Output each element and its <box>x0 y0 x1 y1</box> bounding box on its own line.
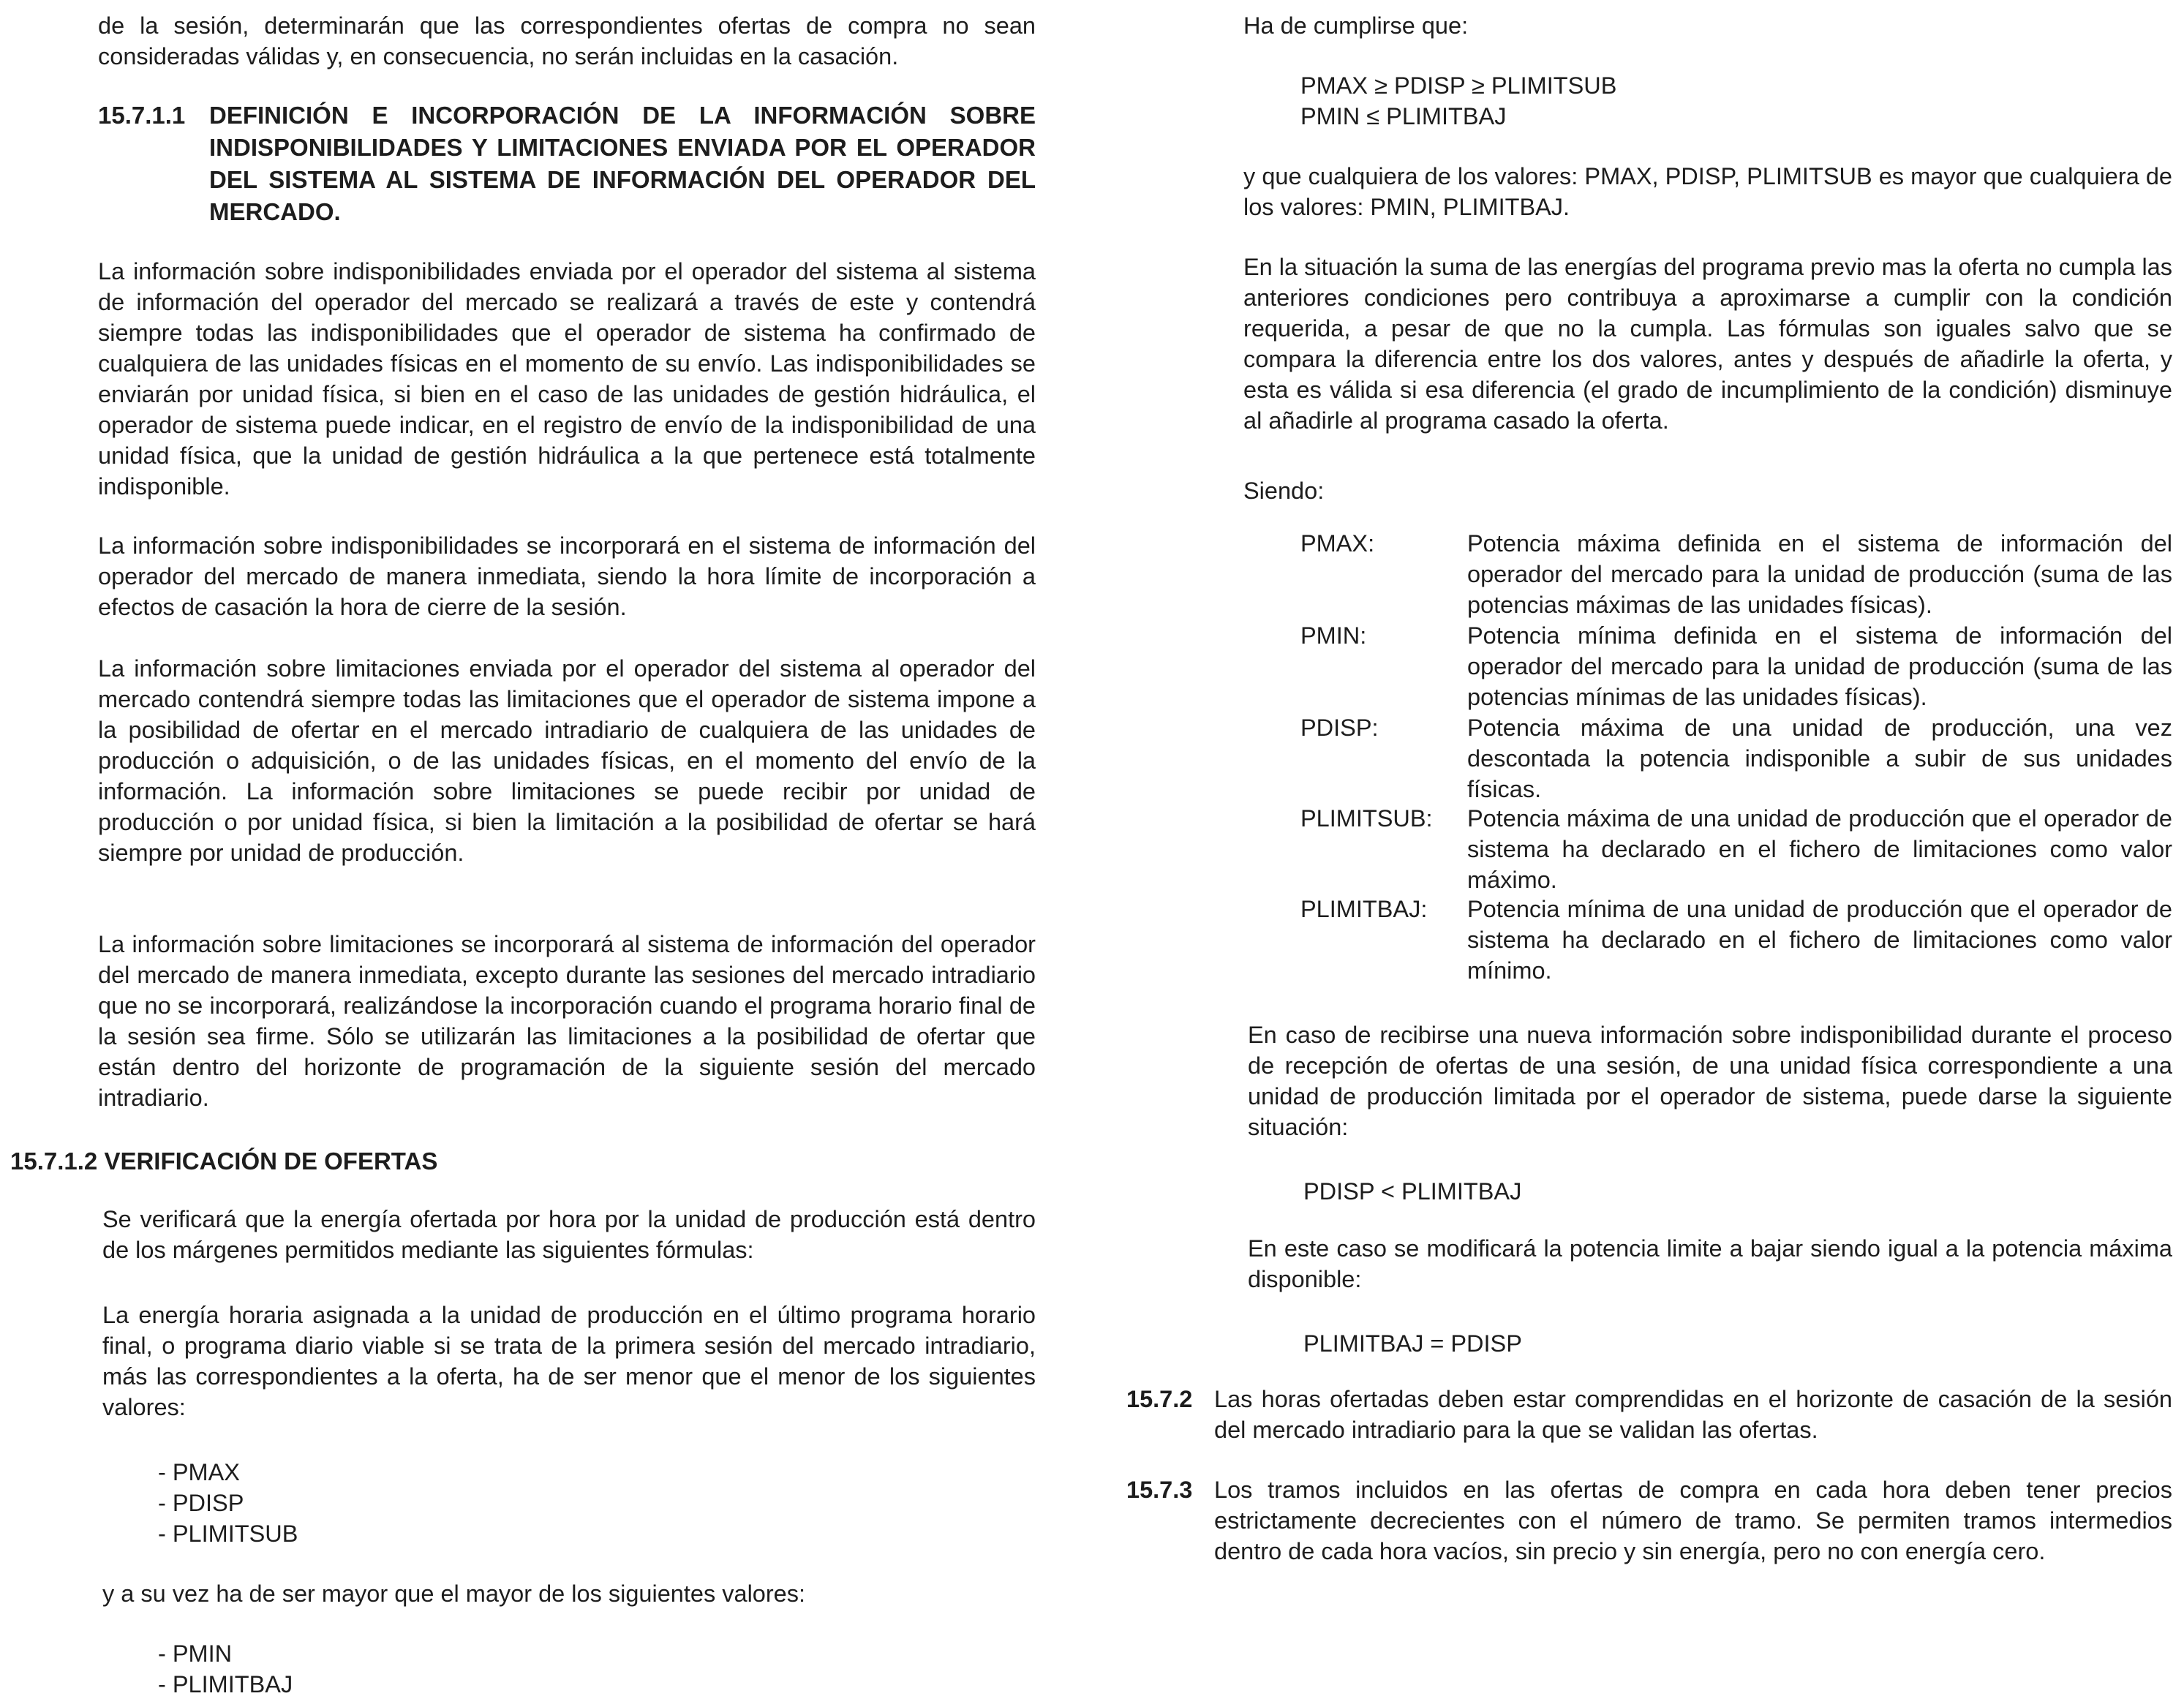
paragraph-indisponibilidades-envio: La información sobre indisponibilidades enviada por el operador del sistema al sistema de información del operador del mercado se realizará a través de este y contendrá siempre todas las indisponibilidades que el operador de sistema ha confirmado de cualquiera de las unidades físicas en el momento de su envío. Las indisponibilidades se enviarán por unidad física, si bien en el caso de las unidades de gestión hidráulica, el operador de sistema puede indicar, en el registro de envío de la indisponibilidad de una unidad física, que la unidad de gestión hidráulica a la que pertenece está totalmente indisponible. <box>98 258 1036 500</box>
paragraph-limitaciones-incorporacion: La información sobre limitaciones se incorporará al sistema de información del operador del mercado de manera inmediata, excepto durante las sesiones del mercado intradiario que no se incorporará, realizándose la incorporación cuando el programa horario final de la sesión sea firme. Sólo se utilizarán las limitaciones a la posibilidad de ofertar que están dentro del horizonte de programación de la siguiente sesión del mercado intradiario. <box>98 931 1036 1111</box>
section-heading-15-7-1-1 <box>98 99 1036 231</box>
intro-paragraph: de la sesión, determinarán que las correspondientes ofertas de compra no sean consideradas válidas y, en consecuencia, no serán incluidas en la casación. <box>98 12 1036 69</box>
definition-description: Potencia máxima de una unidad de producción que el operador de sistema ha declarado en el fichero de limitaciones como valor máximo. <box>1467 805 2172 893</box>
paragraph-cualquiera-valores: y que cualquiera de los valores: PMAX, PDISP, PLIMITSUB es mayor que cualquiera de los valores: PMIN, PLIMITBAJ. <box>1243 163 2172 220</box>
section-heading-15-7-1-2: 15.7.1.2 VERIFICACIÓN DE OFERTAS <box>10 1148 438 1175</box>
section-text: Las horas ofertadas deben estar comprendidas en el horizonte de casación de la sesión del mercado intradiario para la que se validan las ofertas. <box>1214 1386 2172 1443</box>
section-number: 15.7.3 <box>1126 1477 1193 1503</box>
section-number: 15.7.2 <box>1126 1386 1193 1412</box>
definition-term: PDISP: <box>1300 715 1379 741</box>
list-item: - PMAX <box>158 1459 240 1485</box>
formula: PMAX ≥ PDISP ≥ PLIMITSUB <box>1300 72 1617 99</box>
section-text: Los tramos incluidos en las ofertas de compra en cada hora deben tener precios estrictamente decrecientes con el número de tramo. Se permiten tramos intermedios dentro de cada hora vacíos, sin precio y sin energía, pero no con energía cero. <box>1214 1477 2172 1564</box>
definition-term: PMIN: <box>1300 622 1367 649</box>
definition-term: PLIMITSUB: <box>1300 805 1433 832</box>
definition-term: PMAX: <box>1300 530 1375 557</box>
list-item: - PDISP <box>158 1490 244 1516</box>
definition-term: PLIMITBAJ: <box>1300 896 1428 922</box>
definition-description: Potencia máxima de una unidad de producción, una vez descontada la potencia indisponible a subir de sus unidades físicas. <box>1467 715 2172 802</box>
formula: PDISP < PLIMITBAJ <box>1303 1178 1522 1205</box>
section-title: DEFINICIÓN E INCORPORACIÓN DE LA INFORMACIÓN SOBRE INDISPONIBILIDADES Y LIMITACIONES ENVIADA POR EL OPERADOR DEL SISTEMA AL SISTEMA DE INFORMACIÓN DEL OPERADOR DEL MERCADO. <box>209 102 1036 225</box>
definition-description: Potencia mínima definida en el sistema de información del operador del mercado para la unidad de producción (suma de las potencias mínimas de las unidades físicas). <box>1467 622 2172 710</box>
paragraph-verificacion: Se verificará que la energía ofertada por hora por la unidad de producción está dentro de los márgenes permitidos mediante las siguientes fórmulas: <box>102 1206 1036 1263</box>
list-item: - PLIMITBAJ <box>158 1671 293 1697</box>
list-item: - PLIMITSUB <box>158 1521 298 1547</box>
paragraph-nueva-informacion: En caso de recibirse una nueva información sobre indisponibilidad durante el proceso de recepción de ofertas de una sesión, de una unidad física correspondiente a una unidad de producción limitada por el operador de sistema, puede darse la siguiente situación: <box>1248 1022 2172 1140</box>
definition-description: Potencia mínima de una unidad de producción que el operador de sistema ha declarado en el fichero de limitaciones como valor mínimo. <box>1467 896 2172 984</box>
formula: PMIN ≤ PLIMITBAJ <box>1300 103 1507 129</box>
list-item: - PMIN <box>158 1640 233 1667</box>
paragraph-mayor-valores: y a su vez ha de ser mayor que el mayor de los siguientes valores: <box>102 1580 806 1607</box>
paragraph-limitaciones-envio: La información sobre limitaciones enviada por el operador del sistema al operador del mercado contendrá siempre todas las limitaciones que el operador de sistema impone a la posibilidad de ofertar en el mercado intradiario de cualquiera de las unidades de producción o adquisición, o de las unidades físicas, en el momento del envío de la información. La información sobre limitaciones se puede recibir por unidad de producción o por unidad física, si bien la limitación a la posibilidad de ofertar se hará siempre por unidad de producción. <box>98 655 1036 866</box>
paragraph-situacion: En la situación la suma de las energías del programa previo mas la oferta no cumpla las anteriores condiciones pero contribuya a aproximarse a cumplir con la condición requerida, a pesar de que no la cumpla. Las fórmulas son iguales salvo que se compara la diferencia entre los dos valores, antes y después de añadirle la oferta, y esta es válida si esa diferencia (el grado de incumplimiento de la condición) disminuye al añadirle al programa casado la oferta. <box>1243 254 2172 434</box>
paragraph-indisponibilidades-incorporacion: La información sobre indisponibilidades se incorporará en el sistema de información del operador del mercado de manera inmediata, siendo la hora límite de incorporación a efectos de casación la hora de cierre de la sesión. <box>98 532 1036 620</box>
paragraph-siendo: Siendo: <box>1243 478 1325 504</box>
formula: PLIMITBAJ = PDISP <box>1303 1330 1522 1357</box>
definition-description: Potencia máxima definida en el sistema de información del operador del mercado para la unidad de producción (suma de las potencias máximas de las unidades físicas). <box>1467 530 2172 618</box>
paragraph-ha-de-cumplirse: Ha de cumplirse que: <box>1243 12 1469 39</box>
paragraph-en-este-caso: En este caso se modificará la potencia limite a bajar siendo igual a la potencia máxima disponible: <box>1248 1235 2172 1292</box>
paragraph-energia-horaria: La energía horaria asignada a la unidad de producción en el último programa horario final, o programa diario viable si se trata de la primera sesión del mercado intradiario, más las correspondientes a la oferta, ha de ser menor que el menor de los siguientes valores: <box>102 1302 1036 1420</box>
section-number: 15.7.1.1 <box>98 102 186 129</box>
